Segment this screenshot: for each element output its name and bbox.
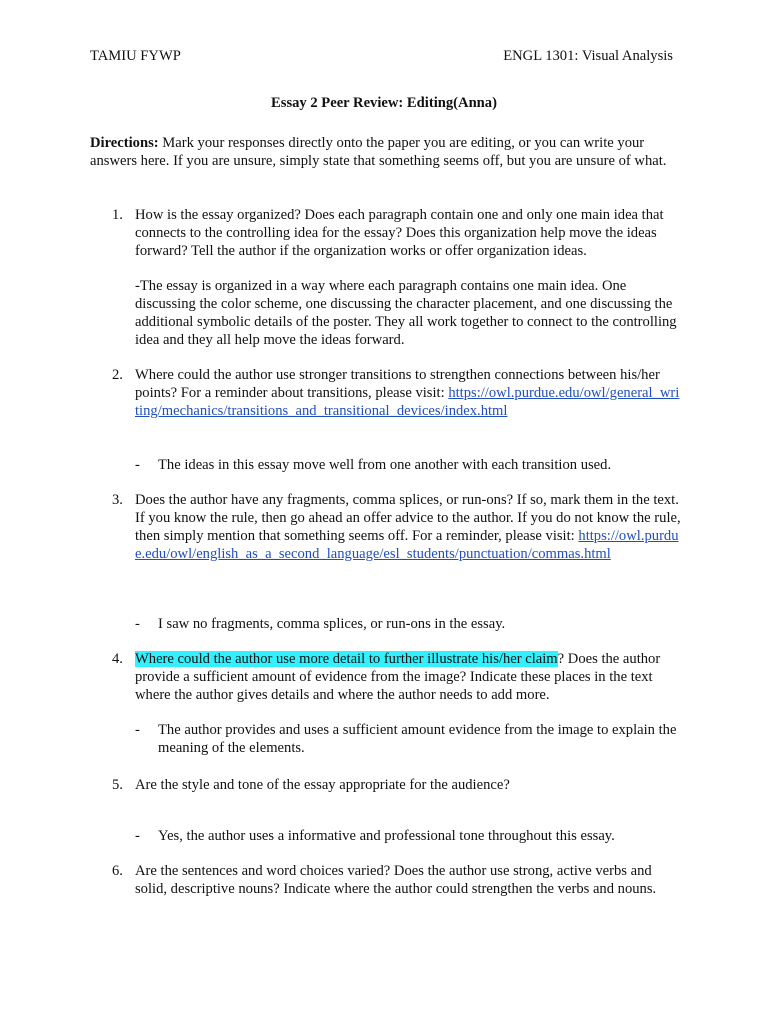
answer-text: I saw no fragments, comma splices, or run-ons in the essay. xyxy=(158,616,506,632)
answer-dash: - xyxy=(135,828,140,844)
document-title: Essay 2 Peer Review: Editing(Anna) xyxy=(271,95,497,111)
question-item-3 xyxy=(135,491,681,563)
question-item-2 xyxy=(135,366,681,420)
item-number: 6. xyxy=(112,863,123,879)
answer-text: The ideas in this essay move well from one another with each transition used. xyxy=(158,457,612,473)
transitions-link[interactable]: https://owl.purdue.edu/owl/general_writing/mechanics/transitions_and_transitional_devices/index.html xyxy=(135,385,680,419)
question-text: Are the style and tone of the essay appropriate for the audience? xyxy=(135,777,510,793)
item-number: 3. xyxy=(112,492,123,508)
directions-text: Mark your responses directly onto the paper you are editing, or you can write your answers here. If you are unsure, simply state that something seems off, but you are unsure of what. xyxy=(90,135,667,169)
header-left: TAMIU FYWP xyxy=(90,48,181,64)
item-number: 1. xyxy=(112,207,123,223)
question-item-4 xyxy=(135,650,681,704)
question-text: How is the essay organized? Does each paragraph contain one and only one main idea that connects to the controlling idea for the essay? Does this organization help move the ideas forward? Tell the author if the organization works or offer organization ideas. xyxy=(135,207,664,259)
highlighted-question-text: Where could the author use more detail to further illustrate his/her claim xyxy=(135,651,558,667)
answer-text: -The essay is organized in a way where each paragraph contains one main idea. One discussing the color scheme, one discussing the character placement, and one discussing the additional symbolic details of the poster. They all work together to connect to the controlling idea and they all help move the ideas forward. xyxy=(135,278,677,348)
item-number: 5. xyxy=(112,777,123,793)
answer-dash: - xyxy=(135,722,140,738)
directions-paragraph xyxy=(90,134,680,170)
answer-dash: - xyxy=(135,616,140,632)
item-number: 2. xyxy=(112,367,123,383)
answer-dash: - xyxy=(135,457,140,473)
directions-label: Directions: xyxy=(90,135,159,151)
question-text: Are the sentences and word choices varied? Does the author use strong, active verbs and solid, descriptive nouns? Indicate where the author could strengthen the verbs and nouns. xyxy=(135,863,657,897)
item-number: 4. xyxy=(112,651,123,667)
header-right: ENGL 1301: Visual Analysis xyxy=(503,48,673,64)
punctuation-link[interactable]: https://owl.purdue.edu/owl/english_as_a_second_language/esl_students/punctuation/commas.html xyxy=(135,528,679,562)
question-text: ? Does the author provide a sufficient amount of evidence from the image? Indicate these places in the text where the author gives details and where the author needs to add more. xyxy=(135,651,661,703)
answer-text: The author provides and uses a sufficient amount evidence from the image to explain the meaning of the elements. xyxy=(158,722,677,756)
question-text: Does the author have any fragments, comma splices, or run-ons? If so, mark them in the text. If you know the rule, then go ahead an offer advice to the author. If you do not know the rule, then simply mention that something seems off. For a reminder, please visit: xyxy=(135,492,681,544)
answer-text: Yes, the author uses a informative and professional tone throughout this essay. xyxy=(158,828,615,844)
question-text: Where could the author use stronger transitions to strengthen connections between his/her points? For a reminder about transitions, please visit: xyxy=(135,367,660,401)
